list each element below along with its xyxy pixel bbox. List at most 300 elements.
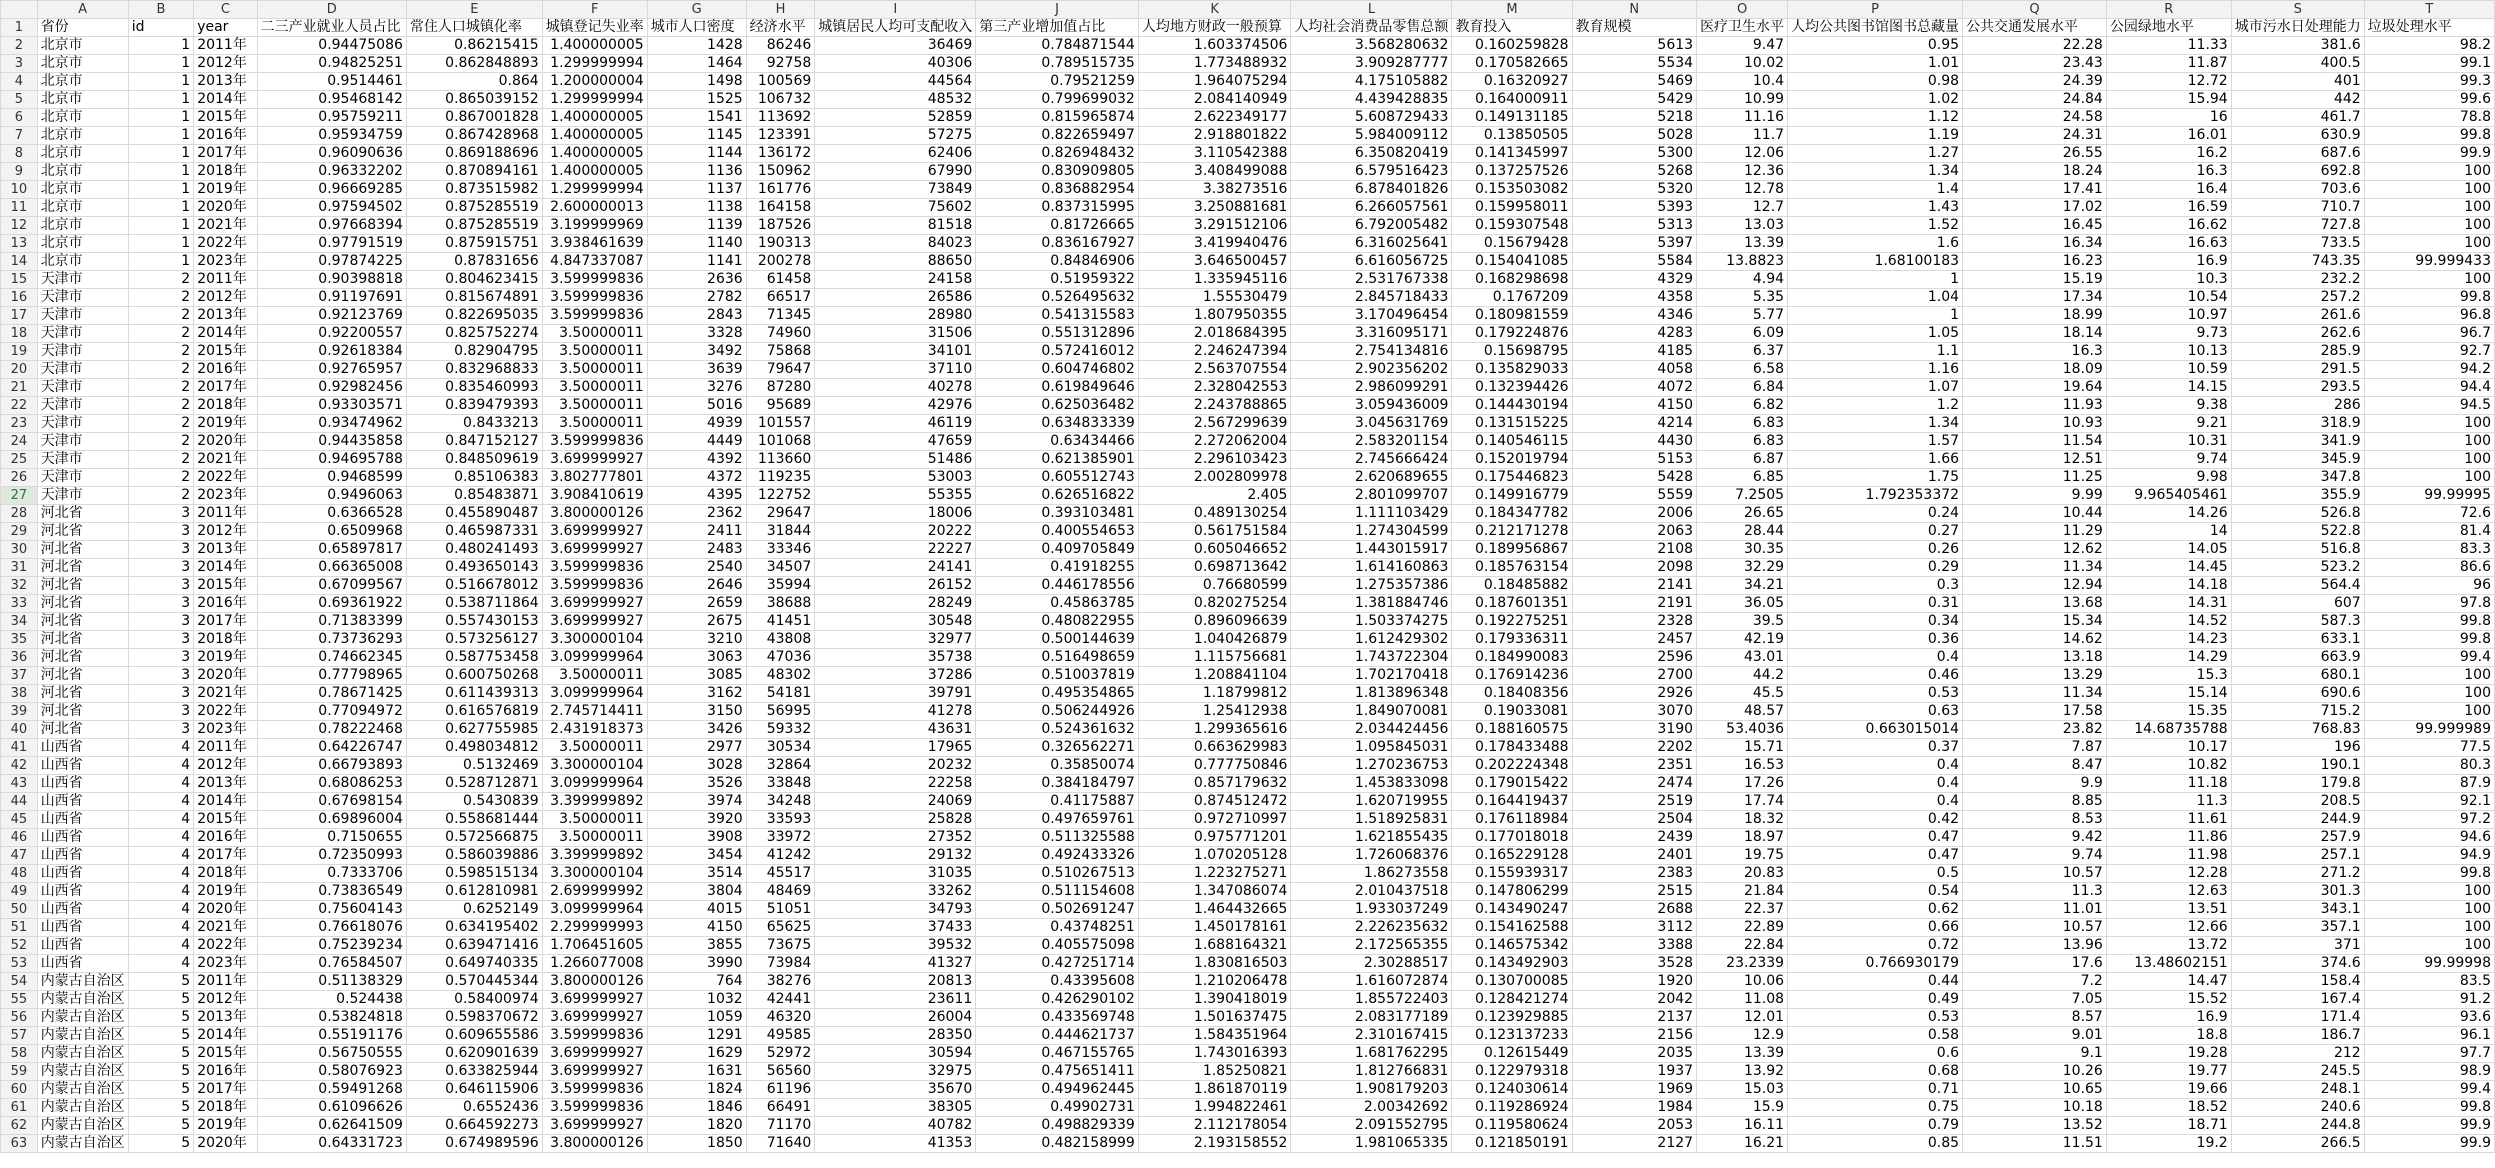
data-cell[interactable]: 96 — [2364, 577, 2494, 595]
data-cell[interactable]: 1.981065335 — [1291, 1135, 1452, 1153]
data-cell[interactable]: 2 — [128, 271, 194, 289]
data-cell[interactable]: 61196 — [746, 1081, 815, 1099]
data-cell[interactable]: 5.984009112 — [1291, 127, 1452, 145]
data-cell[interactable]: 10.57 — [1963, 865, 2107, 883]
data-cell[interactable]: 1.6 — [1788, 235, 1963, 253]
data-cell[interactable]: 1629 — [647, 1045, 746, 1063]
data-cell[interactable]: 0.68086253 — [257, 775, 406, 793]
data-cell[interactable]: 2782 — [647, 289, 746, 307]
data-cell[interactable]: 99.4 — [2364, 1081, 2494, 1099]
data-cell[interactable]: 2362 — [647, 505, 746, 523]
data-cell[interactable]: 0.26 — [1788, 541, 1963, 559]
data-cell[interactable]: 0.143492903 — [1452, 955, 1572, 973]
data-cell[interactable]: 158.4 — [2231, 973, 2364, 991]
data-cell[interactable]: 240.6 — [2231, 1099, 2364, 1117]
data-cell[interactable]: 11.33 — [2106, 37, 2231, 55]
data-cell[interactable]: 0.820275254 — [1138, 595, 1291, 613]
data-cell[interactable]: 15.71 — [1697, 739, 1788, 757]
column-header-M[interactable]: M — [1452, 1, 1572, 19]
data-cell[interactable]: 2328 — [1572, 613, 1697, 631]
data-cell[interactable]: 2020年 — [194, 901, 257, 919]
data-cell[interactable]: 3.300000104 — [542, 757, 647, 775]
data-cell[interactable]: 2.243788865 — [1138, 397, 1291, 415]
row-number[interactable]: 8 — [1, 145, 38, 163]
data-cell[interactable]: 1541 — [647, 109, 746, 127]
column-title-cell[interactable]: 公共交通发展水平 — [1963, 19, 2107, 37]
data-cell[interactable]: 天津市 — [37, 451, 128, 469]
data-cell[interactable]: 6.350820419 — [1291, 145, 1452, 163]
data-cell[interactable]: 2019年 — [194, 883, 257, 901]
data-cell[interactable]: 0.875285519 — [406, 199, 542, 217]
data-cell[interactable]: 0.56750555 — [257, 1045, 406, 1063]
data-cell[interactable]: 11.18 — [2106, 775, 2231, 793]
data-cell[interactable]: 0.85483871 — [406, 487, 542, 505]
data-cell[interactable]: 100 — [2364, 901, 2494, 919]
data-cell[interactable]: 1.807950355 — [1138, 307, 1291, 325]
data-cell[interactable]: 1.726068376 — [1291, 847, 1452, 865]
data-cell[interactable]: 3.38273516 — [1138, 181, 1291, 199]
data-cell[interactable]: 1.2 — [1788, 397, 1963, 415]
data-cell[interactable]: 0.63434466 — [976, 433, 1139, 451]
data-cell[interactable]: 1137 — [647, 181, 746, 199]
data-cell[interactable]: 3.568280632 — [1291, 37, 1452, 55]
data-cell[interactable]: 5 — [128, 1099, 194, 1117]
data-cell[interactable]: 0.92123769 — [257, 307, 406, 325]
data-cell[interactable]: 13.03 — [1697, 217, 1788, 235]
data-cell[interactable]: 261.6 — [2231, 307, 2364, 325]
data-cell[interactable]: 0.81726665 — [976, 217, 1139, 235]
data-cell[interactable]: 20.83 — [1697, 865, 1788, 883]
data-cell[interactable]: 2017年 — [194, 613, 257, 631]
data-cell[interactable]: 0.557430153 — [406, 613, 542, 631]
data-cell[interactable]: 17.58 — [1963, 703, 2107, 721]
data-cell[interactable]: 14.45 — [2106, 559, 2231, 577]
data-cell[interactable]: 0.97594502 — [257, 199, 406, 217]
data-cell[interactable]: 1.66 — [1788, 451, 1963, 469]
row-number[interactable]: 51 — [1, 919, 38, 937]
row-number[interactable]: 28 — [1, 505, 38, 523]
data-cell[interactable]: 0.135829033 — [1452, 361, 1572, 379]
data-cell[interactable]: 67990 — [815, 163, 976, 181]
data-cell[interactable]: 2013年 — [194, 541, 257, 559]
data-cell[interactable]: 0.54 — [1788, 883, 1963, 901]
data-cell[interactable]: 26.55 — [1963, 145, 2107, 163]
data-cell[interactable]: 3085 — [647, 667, 746, 685]
data-cell[interactable]: 2 — [128, 487, 194, 505]
data-cell[interactable]: 318.9 — [2231, 415, 2364, 433]
data-cell[interactable]: 山西省 — [37, 829, 128, 847]
data-cell[interactable]: 1.095845031 — [1291, 739, 1452, 757]
data-cell[interactable]: 0.836167927 — [976, 235, 1139, 253]
data-cell[interactable]: 2.745714411 — [542, 703, 647, 721]
data-cell[interactable]: 1.299999994 — [542, 181, 647, 199]
data-cell[interactable]: 2011年 — [194, 271, 257, 289]
data-cell[interactable]: 17.6 — [1963, 955, 2107, 973]
data-cell[interactable]: 4150 — [1572, 397, 1697, 415]
data-cell[interactable]: 94.5 — [2364, 397, 2494, 415]
data-cell[interactable]: 257.1 — [2231, 847, 2364, 865]
data-cell[interactable]: 0.848509619 — [406, 451, 542, 469]
data-cell[interactable]: 3920 — [647, 811, 746, 829]
data-cell[interactable]: 天津市 — [37, 433, 128, 451]
data-cell[interactable]: 1.855722403 — [1291, 991, 1452, 1009]
data-cell[interactable]: 5613 — [1572, 37, 1697, 55]
data-cell[interactable]: 18.97 — [1697, 829, 1788, 847]
data-cell[interactable]: 河北省 — [37, 559, 128, 577]
data-cell[interactable]: 1.52 — [1788, 217, 1963, 235]
data-cell[interactable]: 2021年 — [194, 451, 257, 469]
data-cell[interactable]: 2659 — [647, 595, 746, 613]
data-cell[interactable]: 703.6 — [2231, 181, 2364, 199]
data-cell[interactable]: 1.450178161 — [1138, 919, 1291, 937]
data-cell[interactable]: 0.777750846 — [1138, 757, 1291, 775]
data-cell[interactable]: 100 — [2364, 199, 2494, 217]
row-number[interactable]: 38 — [1, 685, 38, 703]
data-cell[interactable]: 0.187601351 — [1452, 595, 1572, 613]
data-cell[interactable]: 0.91197691 — [257, 289, 406, 307]
data-cell[interactable]: 13.18 — [1963, 649, 2107, 667]
data-cell[interactable]: 3 — [128, 649, 194, 667]
data-cell[interactable]: 607 — [2231, 595, 2364, 613]
data-cell[interactable]: 10.44 — [1963, 505, 2107, 523]
column-title-cell[interactable]: 二三产业就业人员占比 — [257, 19, 406, 37]
data-cell[interactable]: 0.75604143 — [257, 901, 406, 919]
data-cell[interactable]: 12.28 — [2106, 865, 2231, 883]
data-cell[interactable]: 0.71 — [1788, 1081, 1963, 1099]
data-cell[interactable]: 1.614160863 — [1291, 559, 1452, 577]
row-number[interactable]: 48 — [1, 865, 38, 883]
column-header-H[interactable]: H — [746, 1, 815, 19]
data-cell[interactable]: 2646 — [647, 577, 746, 595]
data-cell[interactable]: 16.9 — [2106, 1009, 2231, 1027]
data-cell[interactable]: 0.130700085 — [1452, 973, 1572, 991]
data-cell[interactable]: 26152 — [815, 577, 976, 595]
data-cell[interactable]: 6.87 — [1697, 451, 1788, 469]
data-cell[interactable]: 山西省 — [37, 793, 128, 811]
data-cell[interactable]: 0.15679428 — [1452, 235, 1572, 253]
data-cell[interactable]: 81.4 — [2364, 523, 2494, 541]
data-cell[interactable]: 1.501637475 — [1138, 1009, 1291, 1027]
data-cell[interactable]: 99.3 — [2364, 73, 2494, 91]
data-cell[interactable]: 0.84846906 — [976, 253, 1139, 271]
data-cell[interactable]: 4 — [128, 811, 194, 829]
data-cell[interactable]: 1.274304599 — [1291, 523, 1452, 541]
data-cell[interactable]: 56995 — [746, 703, 815, 721]
data-cell[interactable]: 3 — [128, 559, 194, 577]
data-cell[interactable]: 0.18485882 — [1452, 577, 1572, 595]
data-cell[interactable]: 3.110542388 — [1138, 145, 1291, 163]
data-cell[interactable]: 3 — [128, 541, 194, 559]
data-cell[interactable]: 2.431918373 — [542, 721, 647, 739]
data-cell[interactable]: 633.1 — [2231, 631, 2364, 649]
data-cell[interactable]: 99.9 — [2364, 1135, 2494, 1153]
data-cell[interactable]: 内蒙古自治区 — [37, 991, 128, 1009]
data-cell[interactable]: 3.699999927 — [542, 451, 647, 469]
data-cell[interactable]: 0.66793893 — [257, 757, 406, 775]
data-cell[interactable]: 0.62641509 — [257, 1117, 406, 1135]
data-cell[interactable]: 6.85 — [1697, 469, 1788, 487]
data-cell[interactable]: 5 — [128, 1081, 194, 1099]
data-cell[interactable]: 10.59 — [2106, 361, 2231, 379]
data-cell[interactable]: 2023年 — [194, 955, 257, 973]
data-cell[interactable]: 天津市 — [37, 271, 128, 289]
column-header-G[interactable]: G — [647, 1, 746, 19]
data-cell[interactable]: 3639 — [647, 361, 746, 379]
data-cell[interactable]: 16.01 — [2106, 127, 2231, 145]
data-cell[interactable]: 16.2 — [2106, 145, 2231, 163]
data-cell[interactable]: 12.78 — [1697, 181, 1788, 199]
row-number[interactable]: 13 — [1, 235, 38, 253]
column-header-F[interactable]: F — [542, 1, 647, 19]
data-cell[interactable]: 6.83 — [1697, 433, 1788, 451]
data-cell[interactable]: 78.8 — [2364, 109, 2494, 127]
data-cell[interactable]: 0.698713642 — [1138, 559, 1291, 577]
data-cell[interactable]: 19.66 — [2106, 1081, 2231, 1099]
data-cell[interactable]: 0.5132469 — [406, 757, 542, 775]
data-cell[interactable]: 7.2505 — [1697, 487, 1788, 505]
data-cell[interactable]: 天津市 — [37, 343, 128, 361]
data-cell[interactable]: 2020年 — [194, 1135, 257, 1153]
data-cell[interactable]: 3.599999836 — [542, 559, 647, 577]
data-cell[interactable]: 84023 — [815, 235, 976, 253]
data-cell[interactable]: 3.599999836 — [542, 1099, 647, 1117]
data-cell[interactable]: 16.21 — [1697, 1135, 1788, 1153]
data-cell[interactable]: 347.8 — [2231, 469, 2364, 487]
data-cell[interactable]: 2015年 — [194, 109, 257, 127]
row-number[interactable]: 54 — [1, 973, 38, 991]
data-cell[interactable]: 40278 — [815, 379, 976, 397]
row-number[interactable]: 59 — [1, 1063, 38, 1081]
data-cell[interactable]: 0.495354865 — [976, 685, 1139, 703]
data-cell[interactable]: 3.199999969 — [542, 217, 647, 235]
data-cell[interactable]: 743.35 — [2231, 253, 2364, 271]
data-cell[interactable]: 0.212171278 — [1452, 523, 1572, 541]
data-cell[interactable]: 13.51 — [2106, 901, 2231, 919]
data-cell[interactable]: 1.68100183 — [1788, 253, 1963, 271]
data-cell[interactable]: 1937 — [1572, 1063, 1697, 1081]
data-cell[interactable]: 4395 — [647, 487, 746, 505]
data-cell[interactable]: 0.639471416 — [406, 937, 542, 955]
data-cell[interactable]: 0.605512743 — [976, 469, 1139, 487]
data-cell[interactable]: 0.96090636 — [257, 145, 406, 163]
data-cell[interactable]: 0.598370672 — [406, 1009, 542, 1027]
data-cell[interactable]: 2022年 — [194, 703, 257, 721]
data-cell[interactable]: 山西省 — [37, 847, 128, 865]
data-cell[interactable]: 2.272062004 — [1138, 433, 1291, 451]
data-cell[interactable]: 北京市 — [37, 109, 128, 127]
data-cell[interactable]: 190313 — [746, 235, 815, 253]
data-cell[interactable]: 1920 — [1572, 973, 1697, 991]
data-cell[interactable]: 31844 — [746, 523, 815, 541]
data-cell[interactable]: 0.511154608 — [976, 883, 1139, 901]
data-cell[interactable]: 3.699999927 — [542, 1063, 647, 1081]
data-cell[interactable]: 33262 — [815, 883, 976, 901]
data-cell[interactable]: 3.802777801 — [542, 469, 647, 487]
data-cell[interactable]: 171.4 — [2231, 1009, 2364, 1027]
data-cell[interactable]: 62406 — [815, 145, 976, 163]
column-header-E[interactable]: E — [406, 1, 542, 19]
data-cell[interactable]: 34248 — [746, 793, 815, 811]
data-cell[interactable]: 5 — [128, 991, 194, 1009]
data-cell[interactable]: 北京市 — [37, 37, 128, 55]
data-cell[interactable]: 0.875285519 — [406, 217, 542, 235]
data-cell[interactable]: 2017年 — [194, 1081, 257, 1099]
data-cell[interactable]: 2063 — [1572, 523, 1697, 541]
data-cell[interactable]: 3.599999836 — [542, 1081, 647, 1099]
row-number[interactable]: 18 — [1, 325, 38, 343]
data-cell[interactable]: 3492 — [647, 343, 746, 361]
data-cell[interactable]: 9.99 — [1963, 487, 2107, 505]
data-cell[interactable]: 0.609655586 — [406, 1027, 542, 1045]
data-cell[interactable]: 10.13 — [2106, 343, 2231, 361]
data-cell[interactable]: 54181 — [746, 685, 815, 703]
data-cell[interactable]: 3.099999964 — [542, 775, 647, 793]
data-cell[interactable]: 96.1 — [2364, 1027, 2494, 1045]
data-cell[interactable]: 山西省 — [37, 919, 128, 937]
row-number[interactable]: 49 — [1, 883, 38, 901]
data-cell[interactable]: 0.154041085 — [1452, 253, 1572, 271]
data-cell[interactable]: 4 — [128, 955, 194, 973]
row-number[interactable]: 53 — [1, 955, 38, 973]
data-cell[interactable]: 1.115756681 — [1138, 649, 1291, 667]
data-cell[interactable]: 2016年 — [194, 361, 257, 379]
data-cell[interactable]: 北京市 — [37, 235, 128, 253]
data-cell[interactable]: 0.620901639 — [406, 1045, 542, 1063]
data-cell[interactable]: 3210 — [647, 631, 746, 649]
data-cell[interactable]: 0.835460993 — [406, 379, 542, 397]
data-cell[interactable]: 0.177018018 — [1452, 829, 1572, 847]
data-cell[interactable]: 5016 — [647, 397, 746, 415]
data-cell[interactable]: 0.53 — [1788, 685, 1963, 703]
data-cell[interactable]: 35670 — [815, 1081, 976, 1099]
data-cell[interactable]: 101068 — [746, 433, 815, 451]
data-cell[interactable]: 1.1 — [1788, 343, 1963, 361]
data-cell[interactable]: 11.51 — [1963, 1135, 2107, 1153]
data-cell[interactable]: 88650 — [815, 253, 976, 271]
data-cell[interactable]: 5.77 — [1697, 307, 1788, 325]
data-cell[interactable]: 38688 — [746, 595, 815, 613]
data-cell[interactable]: 0.184347782 — [1452, 505, 1572, 523]
data-cell[interactable]: 0.9468599 — [257, 469, 406, 487]
data-cell[interactable]: 0.832968833 — [406, 361, 542, 379]
data-cell[interactable]: 3.50000011 — [542, 415, 647, 433]
data-cell[interactable]: 0.649740335 — [406, 955, 542, 973]
data-cell[interactable]: 1820 — [647, 1117, 746, 1135]
data-cell[interactable]: 北京市 — [37, 163, 128, 181]
data-cell[interactable]: 587.3 — [2231, 613, 2364, 631]
row-number[interactable]: 2 — [1, 37, 38, 55]
data-cell[interactable]: 0.73836549 — [257, 883, 406, 901]
data-cell[interactable]: 3 — [128, 577, 194, 595]
data-cell[interactable]: 2.801099707 — [1291, 487, 1452, 505]
data-cell[interactable]: 39.5 — [1697, 613, 1788, 631]
data-cell[interactable]: 2021年 — [194, 217, 257, 235]
data-cell[interactable]: 22258 — [815, 775, 976, 793]
data-cell[interactable]: 5534 — [1572, 55, 1697, 73]
data-cell[interactable]: 山西省 — [37, 757, 128, 775]
data-cell[interactable]: 0.153503082 — [1452, 181, 1572, 199]
data-cell[interactable]: 2022年 — [194, 469, 257, 487]
data-cell[interactable]: 0.155939317 — [1452, 865, 1572, 883]
data-cell[interactable]: 257.2 — [2231, 289, 2364, 307]
data-cell[interactable]: 0.94825251 — [257, 55, 406, 73]
data-cell[interactable]: 2137 — [1572, 1009, 1697, 1027]
data-cell[interactable]: 内蒙古自治区 — [37, 1099, 128, 1117]
data-cell[interactable]: 2023年 — [194, 253, 257, 271]
data-cell[interactable]: 5320 — [1572, 181, 1697, 199]
data-cell[interactable]: 2.620689655 — [1291, 469, 1452, 487]
row-number[interactable]: 19 — [1, 343, 38, 361]
data-cell[interactable]: 0.839479393 — [406, 397, 542, 415]
data-cell[interactable]: 1.616072874 — [1291, 973, 1452, 991]
data-cell[interactable]: 0.176118984 — [1452, 811, 1572, 829]
data-cell[interactable]: 1.849070081 — [1291, 703, 1452, 721]
data-cell[interactable]: 2022年 — [194, 937, 257, 955]
data-cell[interactable]: 3070 — [1572, 703, 1697, 721]
data-cell[interactable]: 2012年 — [194, 289, 257, 307]
data-cell[interactable]: 1.070205128 — [1138, 847, 1291, 865]
data-cell[interactable]: 10.06 — [1697, 973, 1788, 991]
data-cell[interactable]: 0.146575342 — [1452, 937, 1572, 955]
data-cell[interactable]: 15.34 — [1963, 613, 2107, 631]
data-cell[interactable]: 2.986099291 — [1291, 379, 1452, 397]
data-cell[interactable]: 40782 — [815, 1117, 976, 1135]
data-cell[interactable]: 2127 — [1572, 1135, 1697, 1153]
data-cell[interactable]: 3.908410619 — [542, 487, 647, 505]
data-cell[interactable]: 4 — [128, 919, 194, 937]
data-cell[interactable]: 2141 — [1572, 577, 1697, 595]
data-cell[interactable]: 28980 — [815, 307, 976, 325]
data-cell[interactable]: 0.326562271 — [976, 739, 1139, 757]
data-cell[interactable]: 0.137257526 — [1452, 163, 1572, 181]
row-number[interactable]: 55 — [1, 991, 38, 1009]
data-cell[interactable]: 3.099999964 — [542, 685, 647, 703]
data-cell[interactable]: 38305 — [815, 1099, 976, 1117]
data-cell[interactable]: 34101 — [815, 343, 976, 361]
data-cell[interactable]: 86.6 — [2364, 559, 2494, 577]
data-cell[interactable]: 0.862848893 — [406, 55, 542, 73]
data-cell[interactable]: 0.409705849 — [976, 541, 1139, 559]
data-cell[interactable]: 5028 — [1572, 127, 1697, 145]
data-cell[interactable]: 286 — [2231, 397, 2364, 415]
data-cell[interactable]: 8.85 — [1963, 793, 2107, 811]
data-cell[interactable]: 0.92982456 — [257, 379, 406, 397]
data-cell[interactable]: 80.3 — [2364, 757, 2494, 775]
data-cell[interactable]: 83.5 — [2364, 973, 2494, 991]
data-cell[interactable]: 0.516678012 — [406, 577, 542, 595]
data-cell[interactable]: 2016年 — [194, 127, 257, 145]
data-cell[interactable]: 27352 — [815, 829, 976, 847]
data-cell[interactable]: 0.511325588 — [976, 829, 1139, 847]
data-cell[interactable]: 2013年 — [194, 307, 257, 325]
data-cell[interactable]: 5397 — [1572, 235, 1697, 253]
data-cell[interactable]: 13.8823 — [1697, 253, 1788, 271]
data-cell[interactable]: 3 — [128, 505, 194, 523]
data-cell[interactable]: 3.646500457 — [1138, 253, 1291, 271]
data-cell[interactable]: 106732 — [746, 91, 815, 109]
data-cell[interactable]: 2.084140949 — [1138, 91, 1291, 109]
data-cell[interactable]: 53003 — [815, 469, 976, 487]
data-cell[interactable]: 0.972710997 — [1138, 811, 1291, 829]
data-cell[interactable]: 2021年 — [194, 919, 257, 937]
data-cell[interactable]: 16.59 — [2106, 199, 2231, 217]
data-cell[interactable]: 天津市 — [37, 415, 128, 433]
data-cell[interactable]: 2191 — [1572, 595, 1697, 613]
data-cell[interactable]: 3.599999836 — [542, 289, 647, 307]
data-cell[interactable]: 3 — [128, 631, 194, 649]
data-cell[interactable]: 2015年 — [194, 1045, 257, 1063]
data-cell[interactable]: 河北省 — [37, 649, 128, 667]
